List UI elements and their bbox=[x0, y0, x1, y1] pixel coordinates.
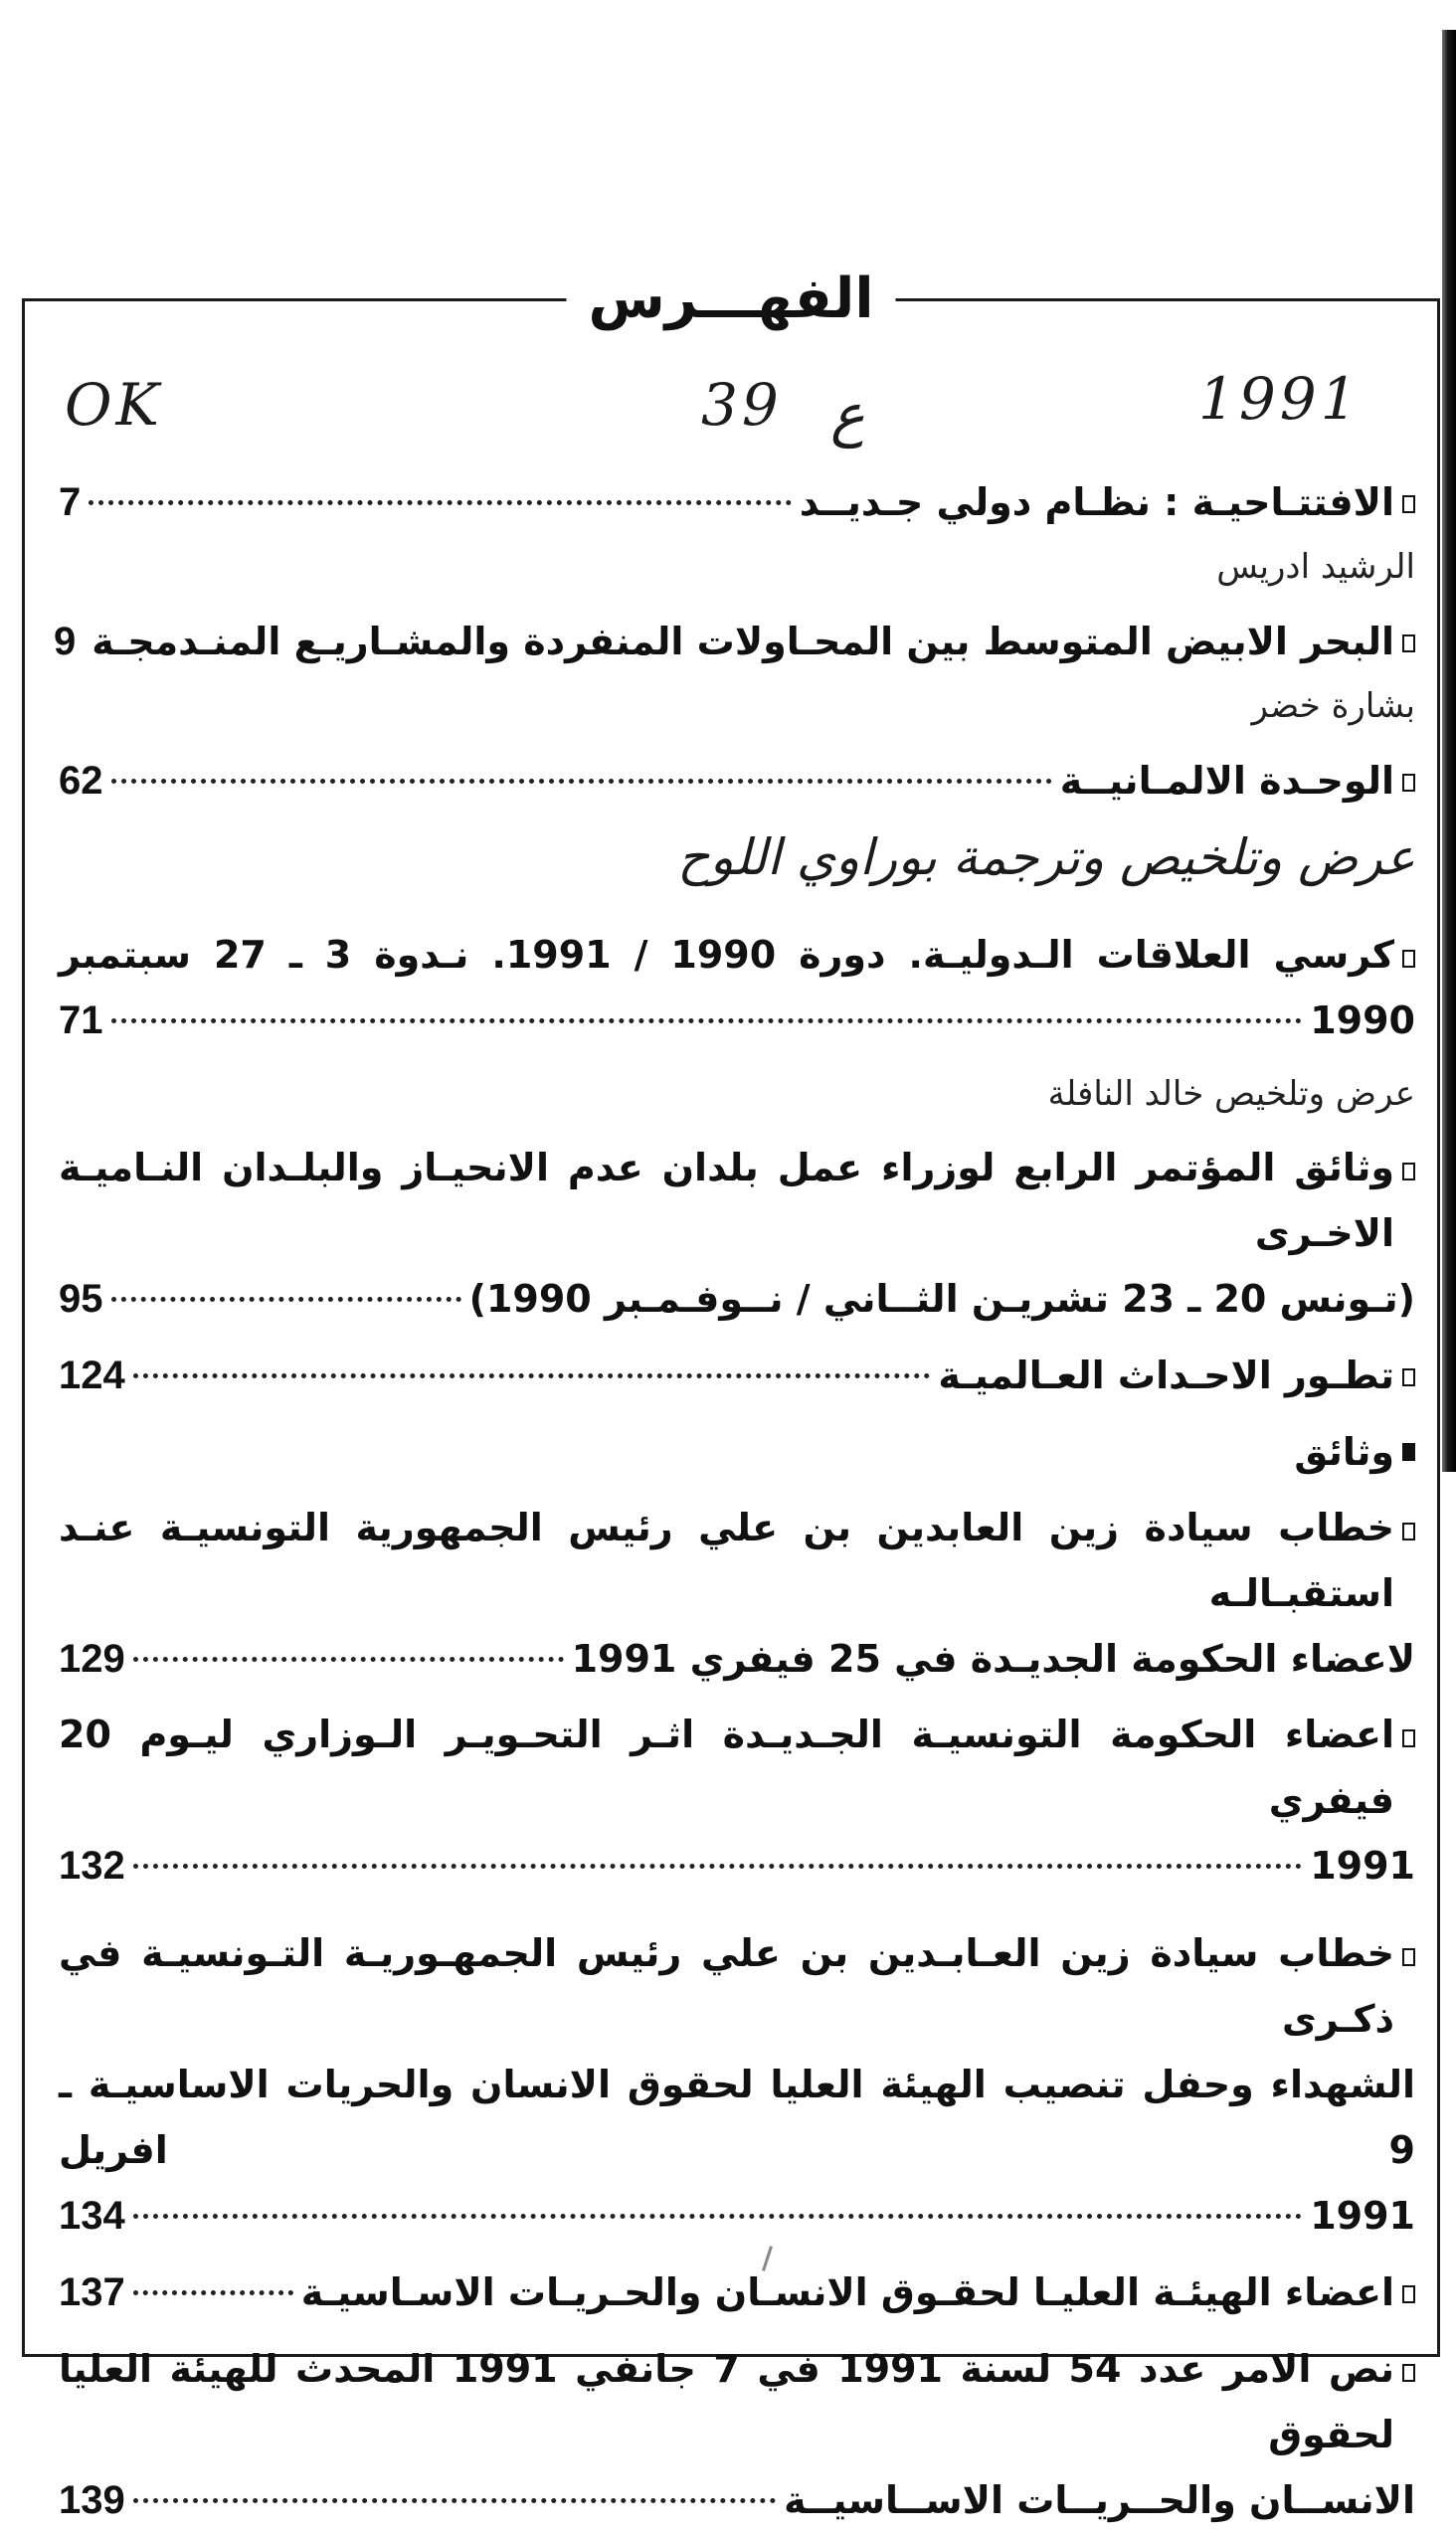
handwritten-notes bbox=[25, 365, 1437, 460]
documents-heading bbox=[59, 1419, 1415, 1485]
toc-entry-author: الرشيد ادريس bbox=[1216, 547, 1415, 587]
toc-document-entry bbox=[59, 1495, 1415, 1692]
toc-document-entry bbox=[59, 2336, 1415, 2533]
toc-entry bbox=[53, 608, 1415, 675]
index-frame bbox=[22, 267, 1440, 2522]
toc-entry-page: 137 bbox=[59, 2270, 125, 2314]
leader-dots bbox=[133, 2498, 776, 2503]
toc-entry bbox=[59, 922, 1415, 1053]
toc-entry bbox=[59, 1135, 1415, 1332]
toc-entry-title-line3: 1991 bbox=[1310, 2194, 1415, 2238]
toc-entry-last-line bbox=[59, 2183, 1415, 2249]
toc-entry bbox=[59, 747, 1415, 814]
toc-entry-title-line2: 1990 bbox=[1310, 998, 1415, 1042]
toc-entry-line bbox=[59, 1702, 1415, 1833]
toc-entry-title-line1: خطاب سيادة زين العابدين بن علي رئيس الجمهورية التونسيـة عنـد استقبـالـه bbox=[59, 1506, 1394, 1615]
filled-square-icon bbox=[1402, 1443, 1415, 1461]
leader-dots bbox=[133, 2290, 293, 2295]
toc-entry-last-line bbox=[59, 1626, 1415, 1692]
toc-entry-title: اعضاء الهيئـة العليـا لحقـوق الانسـان والحـريـات الاسـاسيـة bbox=[300, 2270, 1394, 2314]
bullet-box-icon bbox=[1402, 1368, 1415, 1386]
toc-entry-page: 71 bbox=[59, 998, 103, 1042]
toc-document-entry bbox=[59, 1702, 1415, 1899]
toc-document-entry bbox=[59, 2259, 1415, 2326]
leader-dots bbox=[89, 500, 791, 505]
toc-entry-title: تطـور الاحـداث العـالميـة bbox=[938, 1354, 1394, 1397]
documents-heading-label: وثائق bbox=[1294, 1430, 1394, 1474]
toc-entry-title-line2: الانســان والحــريــات الاســاسيــة bbox=[784, 2478, 1415, 2522]
scan-edge-shadow bbox=[1442, 30, 1456, 1472]
leader-dots bbox=[133, 1657, 564, 1662]
toc-entry-page: 132 bbox=[59, 1844, 125, 1888]
toc-entry-title-line1: خطاب سيادة زين العـابـدين بن علي رئيس الجمهـوريـة التـونسيـة في ذكـرى bbox=[59, 1931, 1394, 2041]
handwritten-issue-number: 39 bbox=[701, 371, 783, 439]
bullet-box-icon bbox=[1402, 2285, 1415, 2303]
toc-entry-last-line bbox=[59, 2467, 1415, 2533]
toc-entry-title-line1: نص الامر عدد 54 لسنة 1991 في 7 جانفي 1991 المحدث للهيئة العليا لحقوق bbox=[59, 2347, 1394, 2456]
handwritten-year: 1991 bbox=[1198, 365, 1362, 433]
toc-entry-title-line2: لاعضاء الحكومة الجديـدة في 25 فيفري 1991 bbox=[571, 1637, 1415, 1681]
toc-entry-title-line2: 1991 bbox=[1310, 1844, 1415, 1888]
handwritten-issue-letter: ع bbox=[830, 381, 865, 449]
toc-entry-page: 9 bbox=[53, 620, 77, 663]
toc-entry-page: 95 bbox=[59, 1277, 103, 1321]
toc-entry-title-line1: كرسي العلاقات الـدوليـة. دورة 1990 / 1991. نـدوة 3 ـ 27 سبتمبر bbox=[59, 933, 1395, 977]
leader-dots bbox=[111, 1297, 461, 1302]
toc-entry-last-line bbox=[59, 988, 1415, 1053]
leader-dots bbox=[133, 1373, 931, 1378]
toc-entry bbox=[59, 1342, 1415, 1409]
bullet-box-icon bbox=[1402, 495, 1415, 513]
bullet-box-icon bbox=[1402, 1948, 1415, 1966]
leader-dots bbox=[111, 1018, 1303, 1023]
toc-entry-line bbox=[59, 1920, 1415, 2052]
leader-dots bbox=[111, 779, 1052, 784]
toc-entry-title-line2: (تـونس 20 ـ 23 تشريـن الثــاني / نــوفـمـبر 1990) bbox=[468, 1277, 1415, 1321]
toc-entry-author-handwritten: عرض وتلخيص وترجمة بوراوي اللوح bbox=[677, 828, 1415, 886]
index-title: الفهـــرس bbox=[566, 260, 895, 339]
toc-entry-title-line1: اعضاء الحكومة التونسيـة الجـديـدة اثـر التحـويـر الـوزاري ليـوم 20 فيفري bbox=[59, 1713, 1394, 1822]
toc-entry-title: البحر الابيض المتوسط بين المحـاولات المنفردة والمشـاريـع المنـدمجـة bbox=[91, 620, 1394, 663]
bullet-box-icon bbox=[1402, 950, 1415, 968]
handwritten-ok-mark: OK bbox=[65, 371, 163, 439]
bullet-box-icon bbox=[1402, 1523, 1415, 1540]
toc-entry-page: 139 bbox=[59, 2478, 125, 2522]
toc-entry-line bbox=[59, 922, 1415, 988]
toc-document-entry bbox=[59, 1920, 1415, 2249]
toc-entry-title-line1: وثائق المؤتمر الرابع لوزراء عمل بلدان عدم الانحيـاز والبلـدان النـاميـة الاخـرى bbox=[59, 1146, 1394, 1255]
toc-entry bbox=[59, 468, 1415, 536]
leader-dots bbox=[133, 2214, 1302, 2219]
toc-entry-line bbox=[59, 1135, 1415, 1266]
toc-entry-title: الافتتـاحيـة : نظـام دولي جـديــد bbox=[799, 480, 1394, 524]
toc-entry-line bbox=[59, 2336, 1415, 2467]
toc-entry-line bbox=[59, 1495, 1415, 1626]
toc-entry-page: 129 bbox=[59, 1637, 125, 1681]
toc-entry-last-line bbox=[59, 1266, 1415, 1332]
toc-entry-page: 7 bbox=[59, 480, 82, 524]
bullet-box-icon bbox=[1402, 634, 1415, 652]
leader-dots bbox=[133, 1864, 1302, 1869]
toc-entry-last-line bbox=[59, 1833, 1415, 1899]
bullet-box-icon bbox=[1402, 1729, 1415, 1747]
toc-entry-page: 124 bbox=[59, 1354, 125, 1397]
toc-entry-title-line2: الشهداء وحفل تنصيب الهيئة العليا لحقوق الانسان والحريات الاساسيـة ـ 9 افريل bbox=[59, 2063, 1415, 2172]
toc-entry-title: الوحـدة الالمـانيــة bbox=[1059, 759, 1394, 803]
toc-entry-line bbox=[59, 2052, 1415, 2183]
toc-entry-page: 62 bbox=[59, 759, 103, 803]
bullet-box-icon bbox=[1402, 774, 1415, 792]
bullet-box-icon bbox=[1402, 1163, 1415, 1180]
toc-entry-author: عرض وتلخيص خالد النافلة bbox=[1047, 1074, 1415, 1114]
bullet-box-icon bbox=[1402, 2364, 1415, 2382]
table-of-contents bbox=[53, 468, 1415, 2533]
toc-entry-author: بشارة خضر bbox=[1251, 686, 1415, 726]
toc-entry-page: 134 bbox=[59, 2194, 125, 2238]
